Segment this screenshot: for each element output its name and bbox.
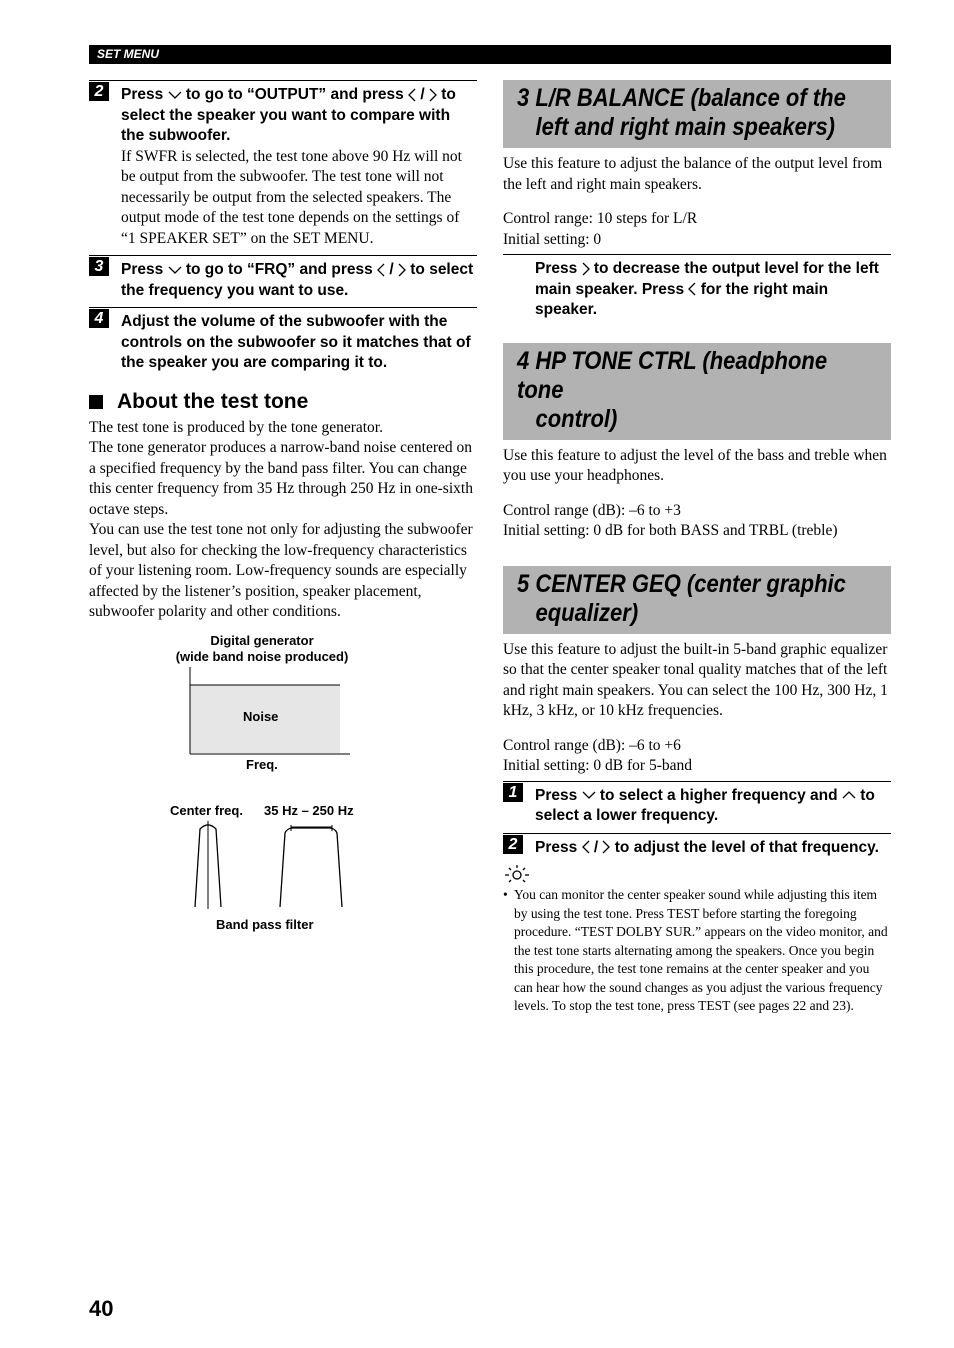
chevron-down-icon — [168, 265, 182, 275]
section-header-bar — [89, 45, 891, 64]
section-4-control-range: Control range (dB): –6 to +3 — [503, 501, 681, 519]
chevron-left-icon — [582, 840, 590, 854]
chevron-right-icon — [429, 88, 437, 102]
section-3-description: Use this feature to adjust the balance of the output level from the left and right main speakers. — [503, 155, 883, 193]
chevron-right-icon — [398, 263, 406, 277]
chevron-down-icon — [168, 90, 182, 100]
freq-range-label: 35 Hz – 250 Hz — [264, 802, 354, 818]
lightbulb-tip-icon — [503, 864, 531, 884]
left-column — [89, 80, 477, 939]
section-3-instruction: Press to decrease the output level for the left main speaker. Press for the right main speaker. — [503, 254, 891, 321]
about-paragraph: The test tone is produced by the tone generator. — [89, 418, 383, 436]
band-pass-filter-graph — [189, 821, 349, 911]
section-4-description: Use this feature to adjust the level of the bass and treble when you use your headphones. — [503, 446, 887, 484]
about-test-tone-heading: About the test tone — [89, 390, 477, 414]
step-instruction: Press to go to “FRQ” and press / to select the frequency you want to use. — [121, 261, 474, 299]
test-tone-diagram — [89, 629, 477, 939]
generator-label: Digital generator (wide band noise produced) — [175, 632, 349, 664]
band-pass-filter-label: Band pass filter — [216, 916, 314, 932]
section-4-heading: 4 HP TONE CTRL (headphone tone control) — [503, 343, 891, 440]
section-5-heading: 5 CENTER GEQ (center graphic equalizer) — [503, 566, 891, 634]
section-header-label: SET MENU — [97, 47, 160, 61]
step-number: 4 — [89, 309, 109, 328]
section-3-control-range: Control range: 10 steps for L/R — [503, 210, 698, 227]
about-paragraph: The tone generator produces a narrow-band noise centered on a specified frequency by the band pass filter. You can change this center frequency from 35 Hz through 250 Hz in one-sixth octave steps. — [89, 439, 473, 518]
about-paragraph: You can use the test tone not only for adjusting the subwoofer level, but also for checking the low-frequency characteristics of your listening room. Low-frequency sounds are especially affected by the listener’s position, speaker placement, subwoofer polarity and other conditions. — [89, 521, 473, 620]
chevron-up-icon — [842, 790, 856, 800]
chevron-left-icon — [377, 263, 385, 277]
step-2 — [89, 80, 477, 255]
section-3-initial-setting: Initial setting: 0 — [503, 230, 602, 248]
right-column — [503, 80, 891, 1016]
step-number: 2 — [503, 835, 523, 854]
freq-axis-label: Freq. — [246, 756, 278, 772]
center-freq-label: Center freq. — [170, 802, 243, 818]
section-5-description: Use this feature to adjust the built-in 5-band graphic equalizer so that the center speaker tonal quality matches that of the left and right main speakers. You can select the 100 Hz, 300 Hz, 1 kHz, 3 kHz, or 10 kHz frequencies. — [503, 640, 888, 719]
section-3-heading: 3 L/R BALANCE (balance of the left and right main speakers) — [503, 80, 891, 148]
chevron-right-icon — [582, 262, 590, 276]
chevron-down-icon — [582, 790, 596, 800]
tip-note: • You can monitor the center speaker sound while adjusting this item by using the test tone. Press TEST before starting the foregoing procedure. “TEST DOLBY SUR.” appears on the video monitor, and the test tone starts alternating among the speakers. Once you begin this procedure, the test tone remains at the center speaker and you can hear how the sound changes as you adjust the various frequency levels. To stop the test tone, press TEST (see pages 22 and 23). — [503, 886, 891, 1016]
section-5-step-2: 2 Press / to adjust the level of that frequency. — [503, 833, 891, 865]
page-number: 40 — [89, 1296, 114, 1321]
noise-label: Noise — [243, 708, 279, 724]
step-instruction: Press to go to “OUTPUT” and press / to select the speaker you want to compare with the subwoofer. — [121, 86, 456, 144]
step-number: 1 — [503, 783, 523, 802]
step-number: 2 — [89, 82, 109, 101]
section-5-initial-setting: Initial setting: 0 dB for 5-band — [503, 757, 692, 774]
step-note: If SWFR is selected, the test tone above 90 Hz will not be output from the subwoofer. The test tone will not necessarily be output from the selected speakers. The output mode of the test tone depends on the settings of “1 SPEAKER SET” on the SET MENU. — [121, 147, 462, 247]
step-instruction: Adjust the volume of the subwoofer with the controls on the subwoofer so it matches that of the speaker you are comparing it to. — [121, 313, 471, 371]
section-5-control-range: Control range (dB): –6 to +6 — [503, 736, 681, 754]
section-4-initial-setting: Initial setting: 0 dB for both BASS and TRBL (treble) — [503, 522, 838, 539]
step-4 — [89, 307, 477, 380]
square-bullet-icon — [89, 395, 103, 409]
chevron-left-icon — [408, 88, 416, 102]
step-number: 3 — [89, 257, 109, 276]
step-3 — [89, 255, 477, 307]
section-5-step-1: 1 Press to select a higher frequency and to select a lower frequency. — [503, 781, 891, 833]
